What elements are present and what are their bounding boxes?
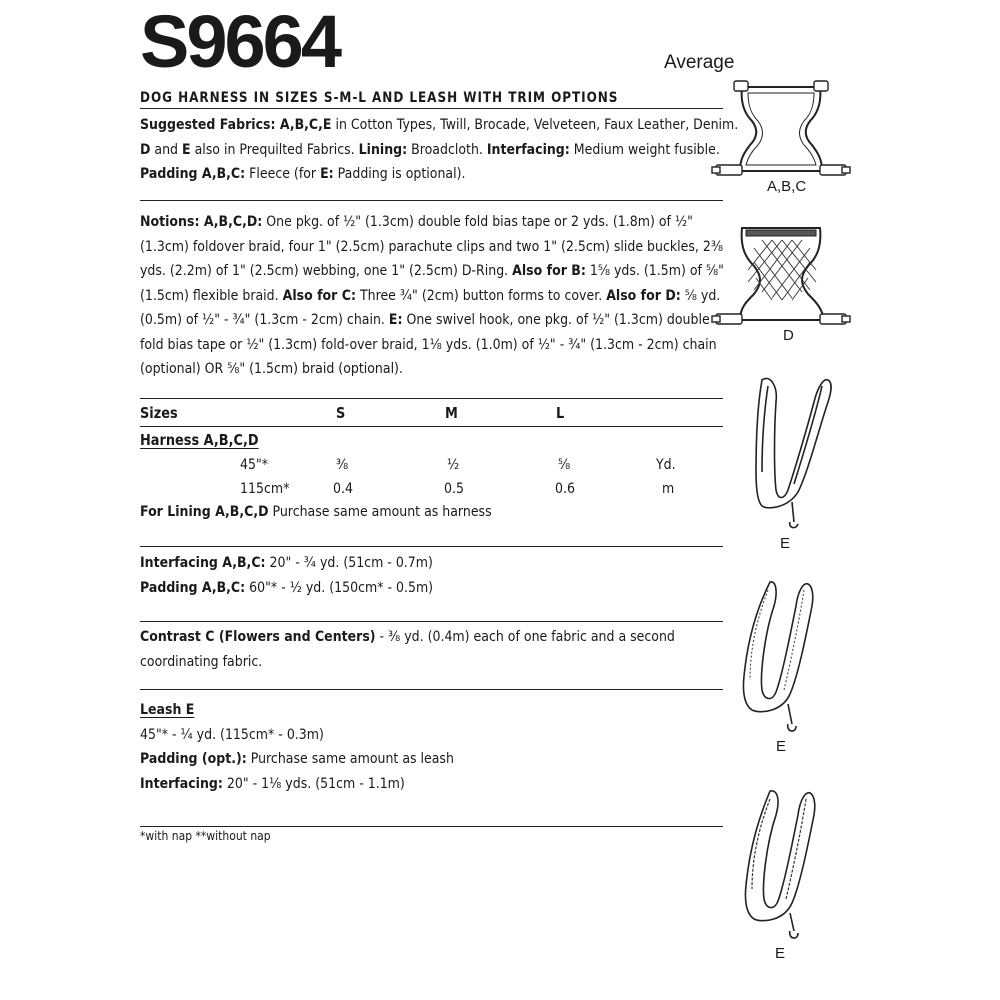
fabrics-text: in Cotton Types, Twill, Brocade, Velveteen, Faux Leather, Denim. [331, 116, 739, 133]
harness-s-yd: ⅜ [336, 456, 349, 473]
e-label: E: [388, 311, 403, 328]
contrast-text: - ⅜ yd. (0.4m) each of one fabric and a second [375, 628, 675, 645]
contrast-section [140, 625, 675, 674]
leash-padding-label: Padding (opt.): [140, 750, 247, 767]
interfacing-text: Medium weight fusible. [569, 140, 720, 158]
size-col-m: M [445, 404, 458, 422]
notions-text: (1.3cm) foldover braid, four 1" (2.5cm) parachute clips and two 1" (2.5cm) slide buckles, 2⅜ [140, 237, 724, 255]
leash-interfacing-label: Interfacing: [140, 774, 223, 792]
lining-row [140, 500, 492, 525]
leash-e-illustration-3 [738, 785, 828, 945]
also-b-label: Also for B: [512, 262, 586, 279]
lining-label: Lining: [358, 140, 408, 158]
notions-text: (optional) OR ⅝" (1.5cm) braid (optional). [140, 360, 403, 377]
view-d-label: D [140, 140, 151, 158]
view-e-label: E [182, 140, 191, 158]
skill-level: Average [664, 52, 735, 73]
also-d-text: ⅝ yd. [680, 286, 721, 304]
leash-yardage: 45"* - ¼ yd. (115cm* - 0.3m) [140, 725, 324, 743]
padding-abc-text: 60"* - ½ yd. (150cm* - 0.5m) [245, 578, 434, 596]
harness-d-caption: D [783, 327, 794, 344]
leash-interfacing-text: 20" - 1⅛ yds. (51cm - 1.1m) [222, 774, 405, 792]
footnote: *with nap **without nap [140, 829, 271, 843]
leash-e-caption-1: E [780, 535, 791, 552]
notions-text: (1.5cm) flexible braid. [140, 286, 283, 304]
leash-section [140, 698, 454, 796]
leash-padding-text: Purchase same amount as leash [246, 750, 454, 767]
lining-text: Broadcloth. [407, 140, 487, 158]
divider [140, 826, 723, 827]
prequilted-text: also in Prequilted Fabrics. [190, 140, 359, 158]
leash-e-illustration-1 [748, 372, 838, 532]
notions-label: Notions: A,B,C,D: [140, 213, 263, 230]
leash-label: Leash E [140, 701, 195, 718]
leash-e-caption-3: E [775, 945, 786, 962]
unit-yd: Yd. [656, 456, 676, 473]
e-text: One swivel hook, one pkg. of ½" (1.3cm) double [402, 311, 710, 328]
notions-section [140, 210, 724, 382]
leash-e-illustration-2 [738, 576, 828, 736]
size-col-s: S [336, 404, 346, 422]
notions-text: (0.5m) of ½" - ¾" (1.3cm - 2cm) chain. [140, 311, 389, 328]
padding-e-label: E: [320, 165, 334, 182]
interfacing-abc-label: Interfacing A,B,C: [140, 554, 266, 571]
also-d-label: Also for D: [606, 286, 681, 304]
also-b-text: 1⅝ yds. (1.5m) of ⅝" [585, 262, 724, 279]
harness-abc-caption: A,B,C [767, 178, 807, 195]
padding-text-2: Padding is optional). [333, 165, 466, 182]
harness-label: Harness A,B,C,D [140, 431, 259, 449]
also-c-label: Also for C: [282, 286, 356, 304]
harness-d-illustration [712, 222, 872, 332]
lining-row-label: For Lining A,B,C,D [140, 503, 269, 520]
lining-row-text: Purchase same amount as harness [268, 503, 492, 520]
padding-abc-label: Padding A,B,C: [140, 578, 246, 596]
padding-label: Padding A,B,C: [140, 165, 246, 182]
harness-l-yd: ⅝ [558, 456, 571, 473]
width-115cm: 115cm* [240, 480, 290, 497]
divider [140, 621, 723, 622]
divider [140, 426, 723, 427]
and-text: and [150, 140, 183, 158]
divider [140, 689, 723, 690]
harness-s-m: 0.4 [333, 480, 353, 497]
harness-abc-illustration [712, 75, 872, 185]
divider [140, 546, 723, 547]
fabrics-section [140, 113, 738, 187]
harness-m-yd: ½ [447, 456, 460, 473]
interfacing-section [140, 551, 433, 600]
harness-l-m: 0.6 [555, 480, 575, 497]
interfacing-label: Interfacing: [486, 140, 570, 158]
sizes-header: Sizes [140, 404, 178, 422]
divider [140, 398, 723, 399]
width-45: 45"* [240, 456, 269, 473]
leash-e-caption-2: E [776, 738, 787, 755]
divider [140, 108, 723, 109]
notions-text: fold bias tape or ½" (1.3cm) fold-over braid, 1⅛ yds. (1.0m) of ½" - ¾" (1.3cm - 2cm) chain [140, 335, 717, 353]
size-col-l: L [556, 404, 565, 422]
padding-text: Fleece (for [245, 165, 321, 182]
pattern-subtitle: DOG HARNESS IN SIZES S-M-L AND LEASH WITH TRIM OPTIONS [140, 90, 619, 106]
notions-text: yds. (2.2m) of 1" (2.5cm) webbing, one 1" (2.5cm) D-Ring. [140, 262, 513, 279]
pattern-number: S9664 [140, 0, 339, 83]
contrast-label: Contrast C (Flowers and Centers) [140, 628, 376, 645]
unit-m: m [662, 480, 675, 497]
harness-m-m: 0.5 [444, 480, 464, 497]
fabrics-label: Suggested Fabrics: A,B,C,E [140, 116, 332, 133]
notions-text: One pkg. of ½" (1.3cm) double fold bias tape or 2 yds. (1.8m) of ½" [262, 213, 693, 230]
also-c-text: Three ¾" (2cm) button forms to cover. [355, 286, 607, 304]
contrast-text-2: coordinating fabric. [140, 652, 263, 670]
interfacing-abc-text: 20" - ¾ yd. (51cm - 0.7m) [265, 554, 433, 571]
divider [140, 200, 723, 201]
